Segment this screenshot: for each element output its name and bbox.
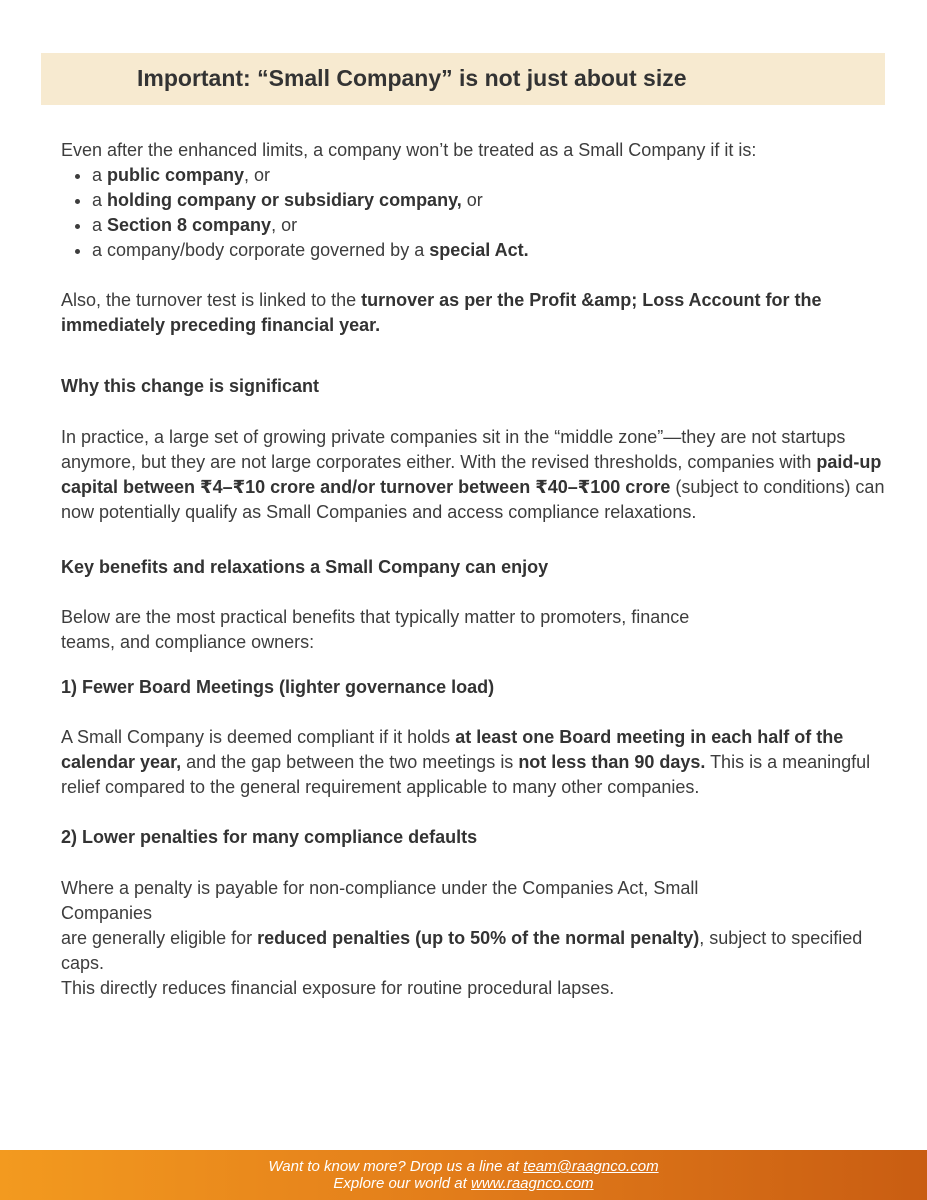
callout-banner	[41, 53, 885, 105]
list-item: • a company/body corporate governed by a special Act.	[92, 238, 891, 263]
website-link[interactable]: www.raagnco.com	[471, 1175, 594, 1192]
benefit1-paragraph: A Small Company is deemed compliant if it holds at least one Board meeting in each half of the calendar year, and the gap between the two meetings is not less than 90 days. This is a meaningful relief compared to the general requirement applicable to many other companies.	[61, 727, 871, 797]
banner-title: Important: “Small Company” is not just about size	[137, 65, 687, 91]
document-body	[61, 138, 891, 1001]
significance-heading: Why this change is significant	[61, 376, 320, 396]
turnover-paragraph: Also, the turnover test is linked to the turnover as per the Profit &amp; Loss Account for the immediately preceding financial year.	[61, 290, 822, 335]
benefits-intro: Below are the most practical benefits that typically matter to promoters, finance teams, and compliance owners:	[61, 607, 690, 652]
benefits-heading: Key benefits and relaxations a Small Company can enjoy	[61, 557, 549, 577]
list-item: • a public company, or	[92, 163, 891, 188]
email-link[interactable]: team@raagnco.com	[523, 1158, 659, 1175]
footer-website-line: Explore our world at www.raagnco.com	[333, 1175, 594, 1192]
significance-paragraph: In practice, a large set of growing private companies sit in the “middle zone”—they are not startups anymore, but they are not large corporates either. With the revised thresholds, companies with paid-up capital between ₹4–₹10 crore and/or turnover between ₹40–₹100 crore (subject to conditions) can now potentially qualify as Small Companies and access compliance relaxations.	[61, 427, 885, 522]
list-item: • a Section 8 company, or	[92, 213, 891, 238]
intro-paragraph: Even after the enhanced limits, a company won’t be treated as a Small Company if it is:	[61, 140, 757, 160]
benefit2-heading: 2) Lower penalties for many compliance defaults	[61, 827, 478, 847]
exclusion-list	[61, 163, 891, 263]
list-item: • a holding company or subsidiary company, or	[92, 188, 891, 213]
benefit1-heading: 1) Fewer Board Meetings (lighter governance load)	[61, 677, 495, 697]
footer-bar	[0, 1150, 927, 1200]
benefit2-paragraph: Where a penalty is payable for non-compliance under the Companies Act, Small Companies are generally eligible for reduced penalties (up to 50% of the normal penalty), subject to specified caps. This directly reduces financial exposure for routine procedural lapses.	[61, 878, 863, 998]
footer-contact-line: Want to know more? Drop us a line at team@raagnco.com	[268, 1158, 659, 1175]
